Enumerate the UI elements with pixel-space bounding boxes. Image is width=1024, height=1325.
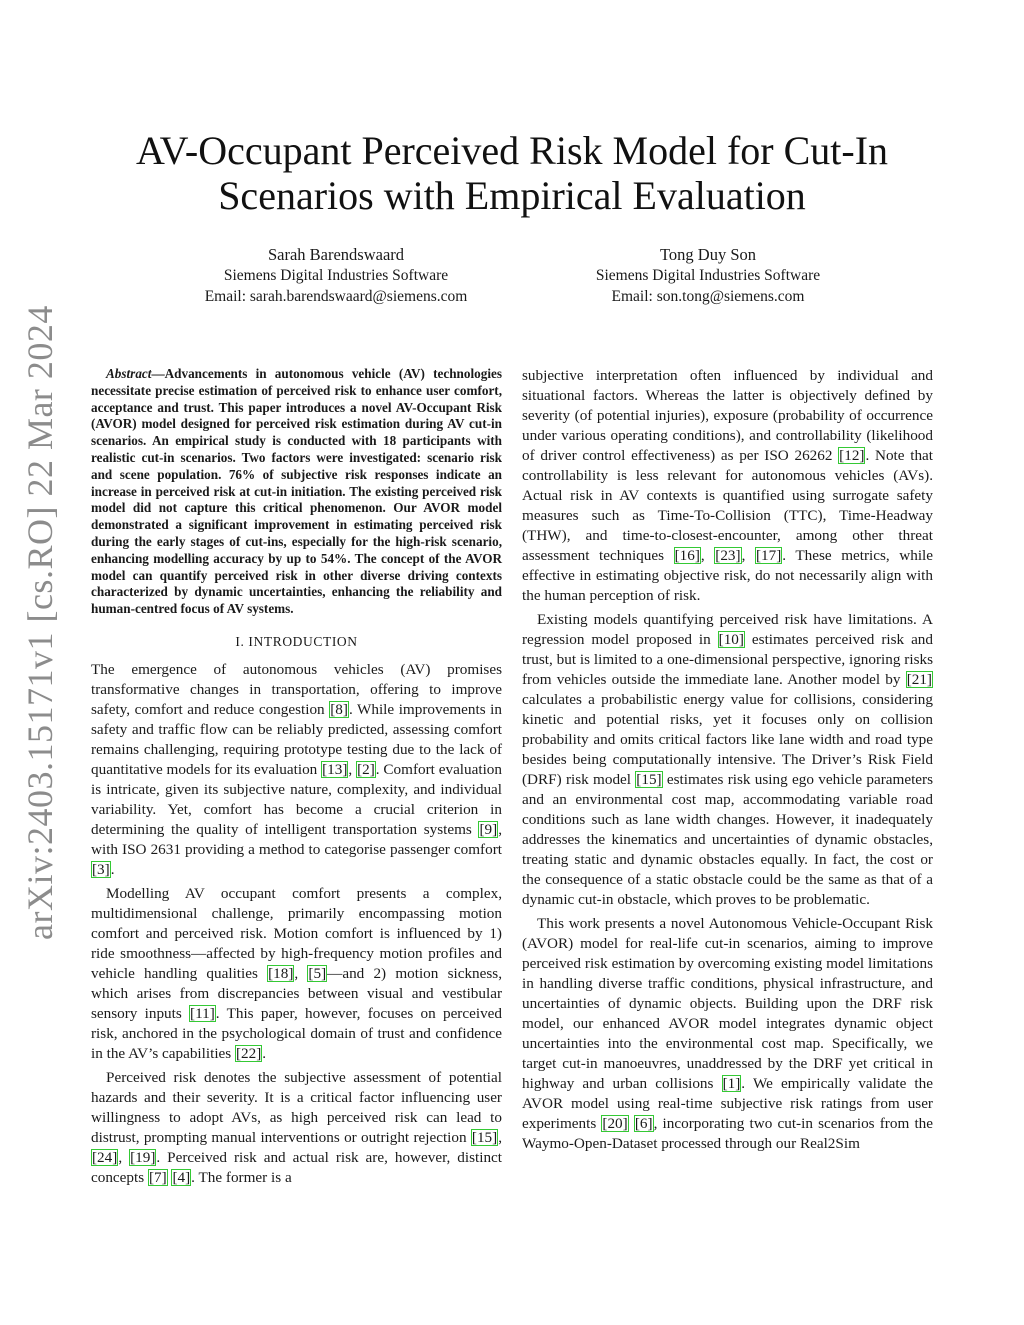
text-run: subjective interpretation often influenced by individual and situational factors. Whereas the latter is objectively defined by severity (of potential injuries), exposure (probability of occurrence under various operating conditions), and controllability (likelihood of driver control effectiveness) as per ISO 26262 [522,367,933,464]
citation-link[interactable]: [3] [92,860,110,878]
paragraph-6 [522,914,933,1154]
text-run: . [262,1044,267,1062]
text-run: . Comfort evaluation is intricate, given its subjective nature, complexity, and individual variability. Yet, comfort has become a crucial criterion in determining the quality of intelligent transportation systems [91,760,502,838]
citation-link[interactable]: [10] [718,631,744,648]
citation-link[interactable]: [15] [471,1128,498,1146]
text-run: —and 2) motion sickness, which arises from discrepancies between visual and vestibular sensory inputs [91,964,502,1022]
citation-link[interactable]: [2] [357,760,375,778]
citation-link[interactable]: [15] [636,771,662,788]
paragraph-3 [91,1068,502,1188]
text-run: , [348,760,357,778]
text-run: calculates a probabilistic energy value for collisions, considering kinetic and potential risks, yet it focuses only on collision probability and omits critical factors like lane width and road type besides being computationally intensive. The Driver’s Risk Field (DRF) risk model [522,691,933,788]
text-run: . Perceived risk and actual risk are, however, distinct concepts [91,1148,503,1186]
text-run: Modelling AV occupant comfort presents a complex, multidimensional challenge, primarily encompassing motion comfort and perceived risk. Motion comfort is influenced by 1) ride smoothness—affected by high-frequency motion profiles and vehicle handling qualities [91,884,502,982]
author-name: Sarah Barendswaard [267,245,405,264]
paragraph-2 [91,884,502,1064]
citation-link[interactable]: [7] [148,1168,167,1186]
text-run: Perceived risk denotes the subjective assessment of potential hazards and their severity. It is a critical factor influencing user willingness to adopt AVs, as high perceived risk can lead to distrust, prompting manual interventions or outright rejection [91,1068,502,1146]
citation-link[interactable]: [19] [130,1148,156,1166]
author-name: Tong Duy Son [659,245,757,264]
text-run: , with ISO 2631 providing a method to categorise passenger comfort [91,820,502,858]
author-block-1 [176,244,496,307]
abstract [91,366,502,618]
citation-link[interactable]: [21] [906,671,932,688]
citation-link[interactable]: [13] [322,760,348,778]
citation-link[interactable]: [11] [190,1004,215,1022]
text-run: . The former is a [191,1168,292,1186]
author-email: Email: sarah.barendswaard@siemens.com [204,288,468,305]
citation-link[interactable]: [5] [308,964,327,982]
citation-link[interactable]: [12] [839,447,865,464]
text-run: . These metrics, while effective in estimating objective risk, do not necessarily align with the human perception of risk. [522,547,933,604]
citation-link[interactable]: [8] [330,700,348,718]
text-run: , [294,964,308,982]
paragraph-4 [522,366,933,606]
text-run: . We empirically validate the AVOR model using real-time subjective risk ratings from user experiments [522,1075,933,1132]
citation-link[interactable]: [18] [268,964,294,982]
text-run: . While improvements in safety and traffic flow can be reliably predicted, assessing comfort remains challenging, requiring prototype testing due to the lack of quantitative models for its evaluation [91,700,502,778]
citation-link[interactable]: [20] [602,1115,628,1132]
text-run: The emergence of autonomous vehicles (AV) promises transformative changes in transportation, offering to improve safety, comfort and reduce congestion [91,660,502,718]
author-email: Email: son.tong@siemens.com [611,288,805,305]
text-run: . This paper, however, focuses on perceived risk, anchored in the psychological domain of trust and confidence in the AV’s capabilities [91,1004,502,1062]
left-column [91,366,502,1188]
citation-link[interactable]: [4] [172,1168,191,1186]
text-run: , [700,547,715,564]
citation-link[interactable]: [9] [479,820,498,838]
paragraph-5 [522,610,933,910]
author-block-2 [548,244,868,307]
paper-title: AV-Occupant Perceived Risk Model for Cut-In Scenarios with Empirical Evaluation [135,128,889,218]
citation-link[interactable]: [22] [235,1044,262,1062]
text-run: . Note that controllability is less relevant for autonomous vehicles (AVs). Actual risk in AV contexts is quantified using surrogate safety measures such as Time-To-Collision (TTC), Time-Headway (THW), and time-to-closest-encounter, among other threat assessment techniques [522,447,934,564]
arxiv-identifier: arXiv:2403.15171v1 [cs.RO] 22 Mar 2024 [20,305,60,940]
text-run: , [118,1148,130,1166]
citation-link[interactable]: [16] [674,547,700,564]
citation-link[interactable]: [17] [755,547,782,564]
text-run: , [741,547,755,564]
text-run: , incorporating two cut-in scenarios from the Waymo-Open-Dataset processed through our Real2Sim [522,1115,933,1152]
author-affiliation: Siemens Digital Industries Software [223,267,449,284]
section-heading: I. INTRODUCTION [235,633,358,649]
text-run: , [498,1128,502,1146]
paragraph-1 [91,660,502,880]
text-run: estimates risk using ego vehicle parameters and an environmental cost map, accommodating variable road conditions such as lane width changes. However, it inadequately addresses the kinematics and uncertainties of dynamic obstacles, treating static and dynamic obstacles equally. In fact, the cost or the consequence of a static obstacle could be the same as that of a dynamic cut-in obstacle, which proves to be problematic. [522,771,933,908]
text-run: Existing models quantifying perceived risk have limitations. A regression model proposed in [522,611,933,648]
citation-link[interactable]: [23] [715,547,741,564]
abstract-lead: Abstract [106,366,152,381]
text-run: . [110,860,115,878]
author-affiliation: Siemens Digital Industries Software [595,267,821,284]
text-run: This work presents a novel Autonomous Vehicle-Occupant Risk (AVOR) model for real-life cut-in scenarios, aiming to improve perceived risk estimation by overcoming existing model limitations in handling diverse traffic conditions, physical infrastructure, and uncertainties of dynamic objects. Building upon the DRF risk model, our enhanced AVOR model integrates dynamic object uncertainties into the environmental cost map. Specifically, we target cut-in manoeuvres, unaddressed by the DRF yet critical in highway and urban collisions [522,915,933,1092]
abstract-text: —Advancements in autonomous vehicle (AV) technologies necessitate precise estimation of perceived risk to enhance user comfort, acceptance and trust. This paper introduces a novel AV-Occupant Risk (AVOR) model designed for perceived risk estimation during AV cut-in scenarios. An empirical study is conducted with 18 participants with realistic cut-in scenarios. Two factors were investigated: scenario risk and scene population. 76% of subjective risk responses indicate an increase in perceived risk at cut-in initiation. The existing perceived risk model did not capture this critical phenomenon. Our AVOR model demonstrated a significant improvement in estimating perceived risk during the early stages of cut-ins, especially for the high-risk scenario, enhancing modelling accuracy by up to 54%. The concept of the AVOR model can quantify perceived risk in other diverse driving contexts characterized by dynamic uncertainties, enhancing the reliability and human-centred focus of AV systems. [91,366,502,617]
citation-link[interactable]: [1] [722,1075,741,1092]
right-column [522,366,933,1154]
citation-link[interactable]: [24] [92,1148,118,1166]
citation-link[interactable]: [6] [634,1115,653,1132]
text-run: estimates perceived risk and trust, but is limited to a one-dimensional perspective, ignoring risks from vehicles outside the immediate lane. Another model by [522,631,933,688]
